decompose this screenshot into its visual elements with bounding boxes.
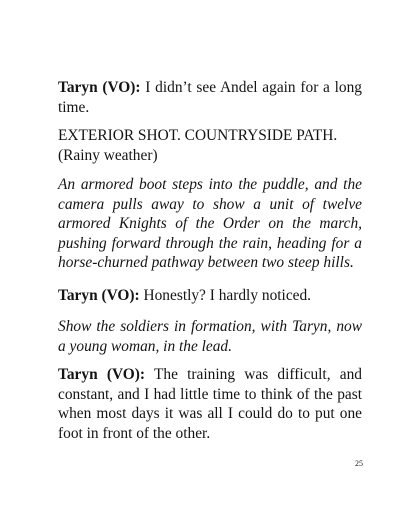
page-number: 25 bbox=[355, 459, 363, 468]
dialogue-text: The training was difficult, and constant, and I had little time to think of the past when most days it was all I could do to put one foot in front of the other. bbox=[58, 366, 363, 442]
scene-heading bbox=[58, 126, 362, 165]
action-paragraph-march: An armored boot steps into the puddle, and the camera pulls away to show a unit of twelve armored Knights of the Order on the march, pushing forward through the rain, heading for a horse-churned pathway between two steep hills. bbox=[58, 176, 362, 271]
action-paragraph-formation: Show the soldiers in formation, with Taryn, now a young woman, in the lead. bbox=[58, 318, 362, 355]
scene-heading-location: EXTERIOR SHOT. COUNTRYSIDE PATH. bbox=[58, 127, 338, 144]
dialogue-paragraph-noticed bbox=[58, 286, 362, 306]
speaker-label: Taryn (VO): bbox=[58, 287, 140, 304]
dialogue-paragraph-training bbox=[58, 365, 362, 443]
dialogue-text: Honestly? I hardly noticed. bbox=[139, 287, 312, 304]
dialogue-text: I didn’t see Andel again for a long time. bbox=[58, 79, 363, 116]
speaker-label: Taryn (VO): bbox=[58, 79, 141, 96]
speaker-label: Taryn (VO): bbox=[58, 366, 146, 383]
scene-heading-weather: (Rainy weather) bbox=[58, 146, 158, 164]
dialogue-paragraph-andel bbox=[58, 78, 362, 117]
